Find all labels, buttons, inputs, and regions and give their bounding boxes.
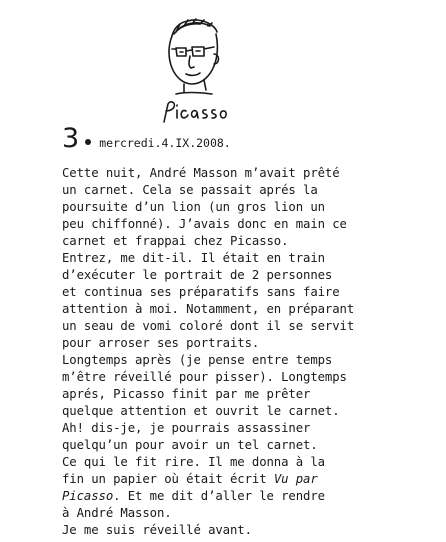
- entry-line: Je me suis réveillé avant.: [62, 523, 252, 537]
- entry-line-segment: . Et me dit d’aller le rendre: [113, 489, 325, 503]
- picasso-self-portrait-sketch-icon: [150, 14, 240, 129]
- entry-date: mercredi.4.IX.2008.: [99, 136, 231, 150]
- entry-line: et continua ses préparatifs sans faire: [62, 285, 340, 299]
- entry-line-segment: fin un papier où était écrit: [62, 472, 274, 486]
- entry-line: carnet et frappai chez Picasso.: [62, 234, 289, 248]
- entry-body: [62, 165, 442, 539]
- entry-line: Ce qui le fit rire. Il me donna à la: [62, 455, 325, 469]
- entry-line-with-italic: [62, 471, 442, 488]
- entry-line: Ah! dis-je, je pourrais assassiner: [62, 421, 311, 435]
- entry-line: d’exécuter le portrait de 2 personnes: [62, 268, 333, 282]
- entry-line: peu chiffonné). J’avais donc en main ce: [62, 217, 347, 231]
- entry-line: un seau de vomi coloré dont il se servit: [62, 319, 355, 333]
- entry-line-with-italic: [62, 488, 442, 505]
- entry-header: [62, 124, 231, 154]
- entry-line: poursuite d’un lion (un gros lion un: [62, 200, 325, 214]
- entry-line: Longtemps après (je pense entre temps: [62, 353, 333, 367]
- entry-line: Entrez, me dit-il. Il était en train: [62, 251, 325, 265]
- bullet-dot-icon: [85, 139, 91, 145]
- italic-title-segment: Picasso: [62, 489, 114, 503]
- entry-number: 3: [62, 123, 80, 154]
- entry-line: un carnet. Cela se passait aprés la: [62, 183, 318, 197]
- entry-line: m’être réveillé pour pisser). Longtemps: [62, 370, 347, 384]
- italic-title-segment: Vu par: [273, 472, 318, 486]
- entry-line: Cette nuit, André Masson m’avait prêté: [62, 166, 340, 180]
- entry-line: aprés, Picasso finit par me prêter: [62, 387, 311, 401]
- entry-line: quelqu’un pour avoir un tel carnet.: [62, 438, 318, 452]
- entry-line: quelque attention et ouvrit le carnet.: [62, 404, 340, 418]
- entry-line: pour arroser ses portraits.: [62, 336, 260, 350]
- entry-line: attention à moi. Notamment, en préparant: [62, 302, 355, 316]
- entry-line: à André Masson.: [62, 506, 172, 520]
